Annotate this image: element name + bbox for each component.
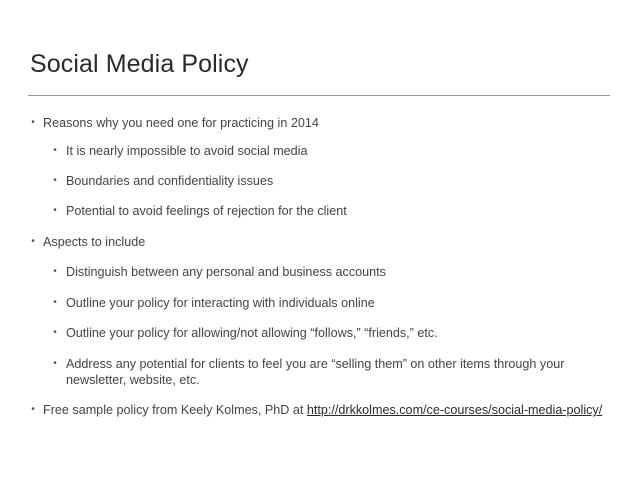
bullet-dot-icon: •: [31, 117, 35, 128]
bullet-text-prefix: Free sample policy from Keely Kolmes, PhD at: [43, 403, 307, 417]
bullet-dot-icon: •: [53, 266, 57, 277]
bullet-dot-icon: •: [53, 175, 57, 186]
title-divider: [28, 95, 610, 96]
bullet-text: Potential to avoid feelings of rejection for the client: [66, 204, 347, 218]
bullet-text: Aspects to include: [43, 235, 146, 249]
bullet-text: It is nearly impossible to avoid social media: [66, 144, 308, 158]
bullet-dot-icon: •: [53, 358, 57, 369]
policy-link[interactable]: http://drkkolmes.com/ce-courses/social-media-policy/: [306, 403, 603, 417]
bullet-dot-icon: •: [31, 236, 35, 247]
bullet-dot-icon: •: [53, 327, 57, 338]
bullet-text: Reasons why you need one for practicing in 2014: [43, 116, 319, 130]
bullet-dot-icon: •: [53, 297, 57, 308]
bullet-dot-icon: •: [53, 145, 57, 156]
bullet-text: Outline your policy for interacting with individuals online: [66, 296, 375, 310]
bullet-dot-icon: •: [31, 404, 35, 415]
bullet-text: [43, 402, 602, 418]
bullet-text: Outline your policy for allowing/not allowing “follows,” “friends,” etc.: [66, 326, 438, 340]
bullet-text: Distinguish between any personal and business accounts: [66, 265, 386, 279]
bullet-text: Address any potential for clients to feel you are “selling them” on other items through your newsletter, website, etc.: [66, 357, 565, 387]
bullet-text: Boundaries and confidentiality issues: [66, 174, 274, 188]
bullet-dot-icon: •: [53, 205, 57, 216]
slide-title: Social Media Policy: [30, 50, 249, 78]
